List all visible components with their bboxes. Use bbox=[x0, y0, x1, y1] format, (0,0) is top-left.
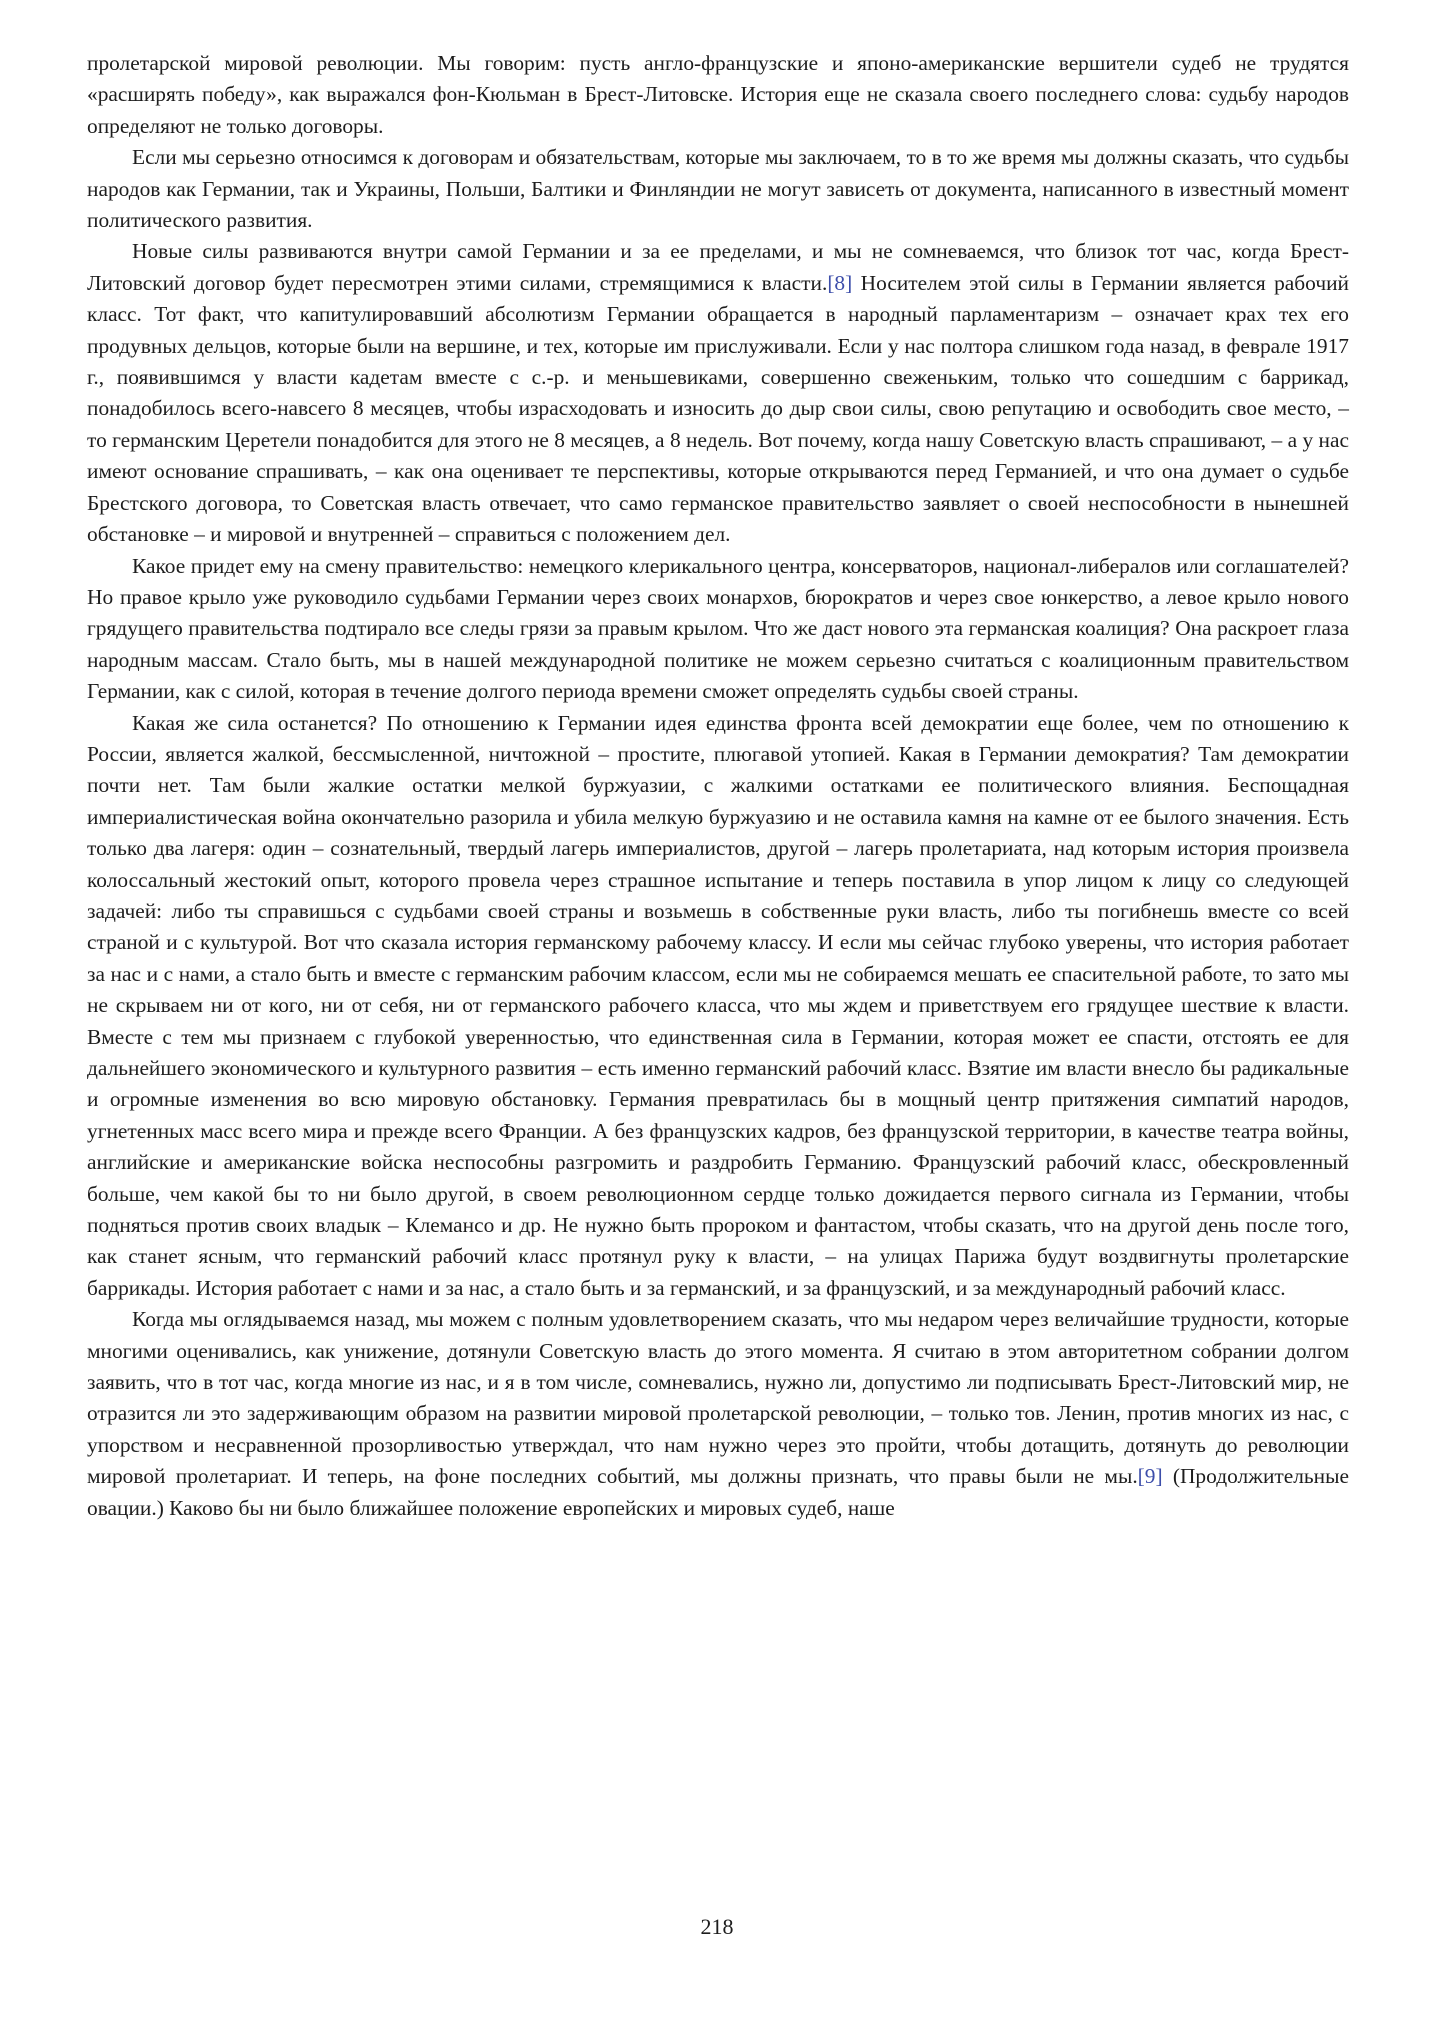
footnote-link[interactable]: [8] bbox=[827, 270, 853, 295]
paragraph-text: Новые силы развиваются внутри самой Германии и за ее пределами, и мы не сомневаемся, что близок тот час, когда Брест-Литовский договор будет пересмотрен этими силами, стремящимися к власти. bbox=[87, 239, 1349, 295]
paragraph-text: Какая же сила останется? По отношению к Германии идея единства фронта всей демократии еще более, чем по отношению к России, является жалкой, бессмысленной, ничтожной – простите, плюгавой утопией. Какая в Германии демократия? Там демократии почти нет. Там были жалкие остатки мелкой буржуазии, с жалкими остатками ее политического влияния. Беспощадная империалистическая война окончательно разорила и убила мелкую буржуазию и не оставила камня на камне от ее былого значения. Есть только два лагеря: один – сознательный, твердый лагерь империалистов, другой – лагерь пролетариата, над которым история произвела колоссальный жестокий опыт, которого провела через страшное испытание и теперь поставила в упор лицом к лицу со следующей задачей: либо ты справишься с судьбами своей страны и возьмешь в собственные руки власть, либо ты погибнешь вместе со всей страной и с культурой. Вот что сказала история германскому рабочему классу. И если мы сейчас глубоко уверены, что история работает за нас и с нами, а стало быть и вместе с германским рабочим классом, если мы не собираемся мешать ее спасительной работе, то зато мы не скрываем ни от кого, ни от себя, ни от германского рабочего класса, что мы ждем и приветствуем его грядущее шествие к власти. Вместе с тем мы признаем с глубокой уверенностью, что единственная сила в Германии, которая может ее спасти, отстоять ее для дальнейшего экономического и культурного развития – есть именно германский рабочий класс. Взятие им власти внесло бы радикальные и огромные изменения во всю мировую обстановку. Германия превратилась бы в мощный центр притяжения симпатий народов, угнетенных масс всего мира и прежде всего Франции. А без французских кадров, без французской территории, в качестве театра войны, английские и американские войска неспособны разгромить и раздробить Германию. Французский рабочий класс, обескровленный больше, чем какой бы то ни было другой, в своем революционном сердце только дожидается первого сигнала из Германии, чтобы подняться против своих владык – Клемансо и др. Не нужно быть пророком и фантастом, чтобы сказать, что на другой день после того, как станет ясным, что германский рабочий класс протянул руку к власти, – на улицах Парижа будут воздвигнуты пролетарские баррикады. История работает с нами и за нас, а стало быть и за германский, и за французский, и за международный рабочий класс. bbox=[87, 710, 1349, 1300]
paragraph-text: Какое придет ему на смену правительство: немецкого клерикального центра, консерваторов, национал-либералов или соглашателей? Но правое крыло уже руководило судьбами Германии через своих монархов, бюрократов и через свое юнкерство, а левое крыло нового грядущего правительства подтирало все следы грязи за правым крылом. Что же даст нового эта германская коалиция? Она раскроет глаза народным массам. Стало быть, мы в нашей международной политике не можем серьезно считаться с коалиционным правительством Германии, как с силой, которая в течение долгого периода времени сможет определять судьбы своей страны. bbox=[87, 553, 1349, 704]
paragraph-text: Если мы серьезно относимся к договорам и обязательствам, которые мы заключаем, то в то же время мы должны сказать, что судьбы народов как Германии, так и Украины, Польши, Балтики и Финляндии не могут зависеть от документа, написанного в известный момент политического развития. bbox=[87, 145, 1349, 233]
paragraph-text: пролетарской мировой революции. Мы говорим: пусть англо-французские и японо-американские вершители судеб не трудятся «расширять победу», как выражался фон-Кюльман в Брест-Литовске. История еще не сказала своего последнего слова: судьбу народов определяют не только договоры. bbox=[87, 51, 1349, 138]
paragraph bbox=[87, 48, 1349, 142]
paragraph bbox=[87, 142, 1349, 236]
paragraph bbox=[87, 551, 1349, 708]
paragraph-text: Когда мы оглядываемся назад, мы можем с полным удовлетворением сказать, что мы недаром через величайшие трудности, которые многими оценивались, как унижение, дотянули Советскую власть до этого момента. Я считаю в этом авторитетном собрании долгом заявить, что в тот час, когда многие из нас, и я в том числе, сомневались, нужно ли, допустимо ли подписывать Брест-Литовский мир, не отразится ли это задерживающим образом на развитии мировой пролетарской революции, – только тов. Ленин, против многих из нас, с упорством и несравненной прозорливостью утверждал, что нам нужно через это пройти, чтобы дотащить, дотянуть до революции мировой пролетариат. И теперь, на фоне последних событий, мы должны признать, что правы были не мы. bbox=[87, 1307, 1349, 1489]
paragraph-text: (Продолжительные овации.) Каково бы ни было ближайшее положение европейских и мировых судеб, наше bbox=[87, 1464, 1349, 1520]
paragraph-text: Носителем этой силы в Германии является рабочий класс. Тот факт, что капитулировавший абсолютизм Германии обращается в народный парламентаризм – означает крах тех его продувных дельцов, которые были на вершине, и тех, которые им прислуживали. Если у нас полтора слишком года назад, в феврале 1917 г., появившимся у власти кадетам вместе с с.-р. и меньшевиками, совершенно свеженьким, только что сошедшим с баррикад, понадобилось всего-навсего 8 месяцев, чтобы израсходовать и износить до дыр свои силы, свою репутацию и освободить свое место, – то германским Церетели понадобится для этого не 8 месяцев, а 8 недель. Вот почему, когда нашу Советскую власть спрашивают, – а у нас имеют основание спрашивать, – как она оценивает те перспективы, которые открываются перед Германией, и что она думает о судьбе Брестского договора, то Советская власть отвечает, что само германское правительство заявляет о своей неспособности в нынешней обстановке – и мировой и внутренней – справиться с положением дел. bbox=[87, 270, 1349, 547]
paragraph bbox=[87, 1304, 1349, 1524]
page-number: 218 bbox=[700, 1914, 734, 1939]
footnote-link[interactable]: [9] bbox=[1137, 1464, 1163, 1489]
paragraph bbox=[87, 236, 1349, 550]
document-body bbox=[87, 48, 1349, 1524]
paragraph bbox=[87, 708, 1349, 1305]
